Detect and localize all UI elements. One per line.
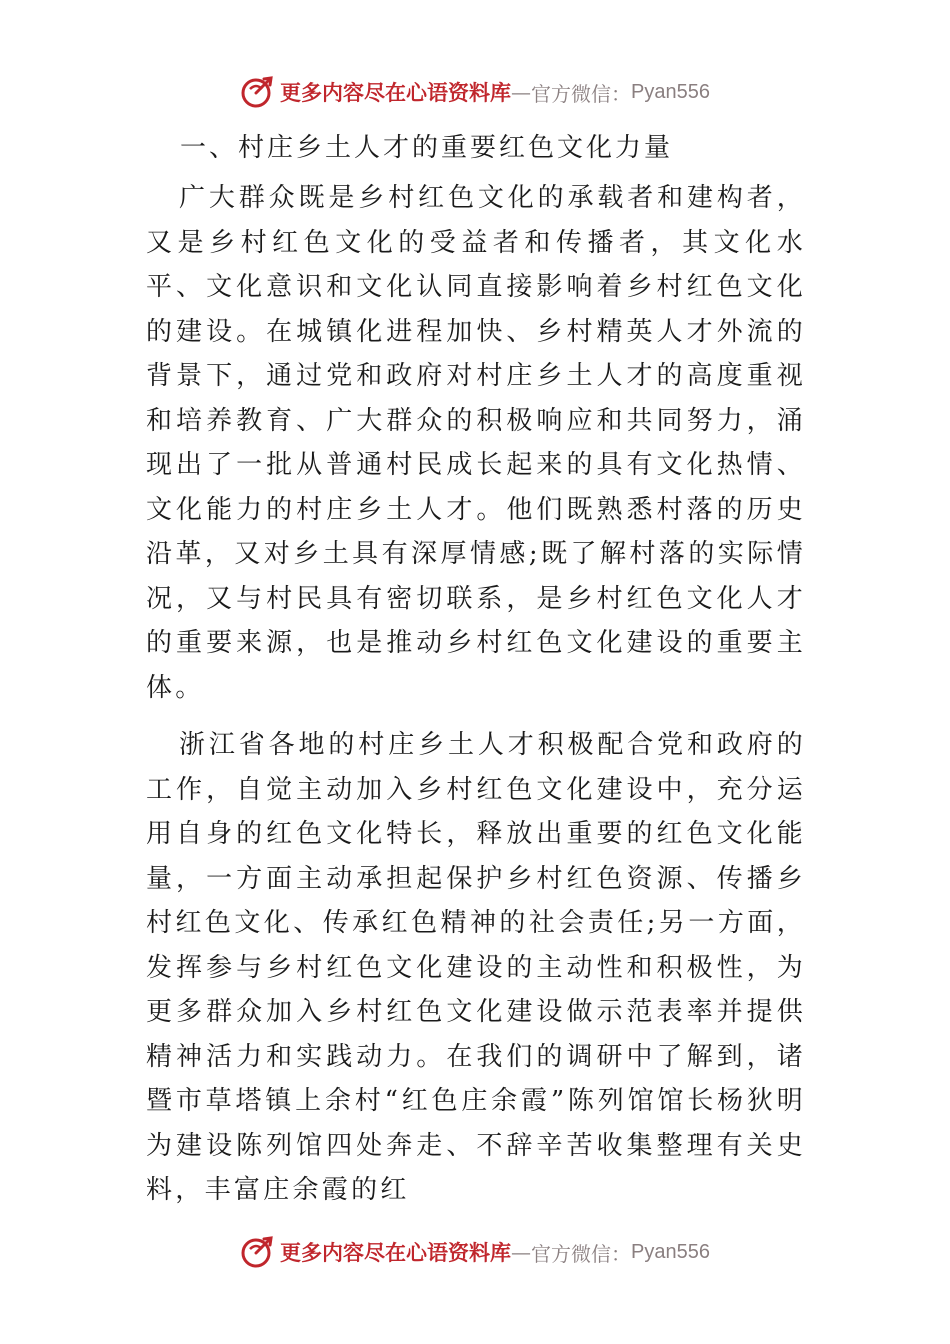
footer-watermark-banner — [0, 1232, 950, 1272]
header-watermark-banner — [0, 72, 950, 112]
banner-brand-text: 更多内容尽在心语资料库 — [280, 80, 512, 105]
banner-wechat-id: Pyan556 — [631, 80, 710, 103]
document-body — [146, 126, 806, 1226]
logo-icon — [240, 1234, 276, 1270]
banner-dash: — — [511, 1240, 532, 1264]
banner-wechat-label: 官方微信： — [531, 1241, 632, 1266]
paragraph: 浙江省各地的村庄乡土人才积极配合党和政府的工作，自觉主动加入乡村红色文化建设中，充分运用自身的红色文化特长，释放出重要的红色文化能量，一方面主动承担起保护乡村红色资源、传播乡村红色文化、传承红色精神的社会责任;另一方面，发挥参与乡村红色文化建设的主动性和积极性，为更多群众加入乡村红色文化建设做示范表率并提供精神活力和实践动力。在我们的调研中了解到，诸暨市草塔镇上余村“红色庄余霞”陈列馆馆长杨狄明为建设陈列馆四处奔走、不辞辛苦收集整理有关史料，丰富庄余霞的红 — [146, 730, 806, 1205]
section-heading: 一、村庄乡土人才的重要红色文化力量 — [180, 133, 674, 163]
banner-dash: — — [511, 80, 532, 104]
banner-wechat-label: 官方微信： — [531, 81, 632, 106]
logo-icon — [240, 74, 276, 110]
paragraph: 广大群众既是乡村红色文化的承载者和建构者，又是乡村红色文化的受益者和传播者，其文化水平、文化意识和文化认同直接影响着乡村红色文化的建设。在城镇化进程加快、乡村精英人才外流的背景下，通过党和政府对村庄乡土人才的高度重视和培养教育、广大群众的积极响应和共同努力，涌现出了一批从普通村民成长起来的具有文化热情、文化能力的村庄乡土人才。他们既熟悉村落的历史沿革，又对乡土具有深厚情感;既了解村落的实际情况，又与村民具有密切联系，是乡村红色文化人才的重要来源，也是推动乡村红色文化建设的重要主体。 — [146, 183, 806, 703]
banner-wechat-id: Pyan556 — [631, 1240, 710, 1263]
banner-brand-text: 更多内容尽在心语资料库 — [280, 1240, 512, 1265]
